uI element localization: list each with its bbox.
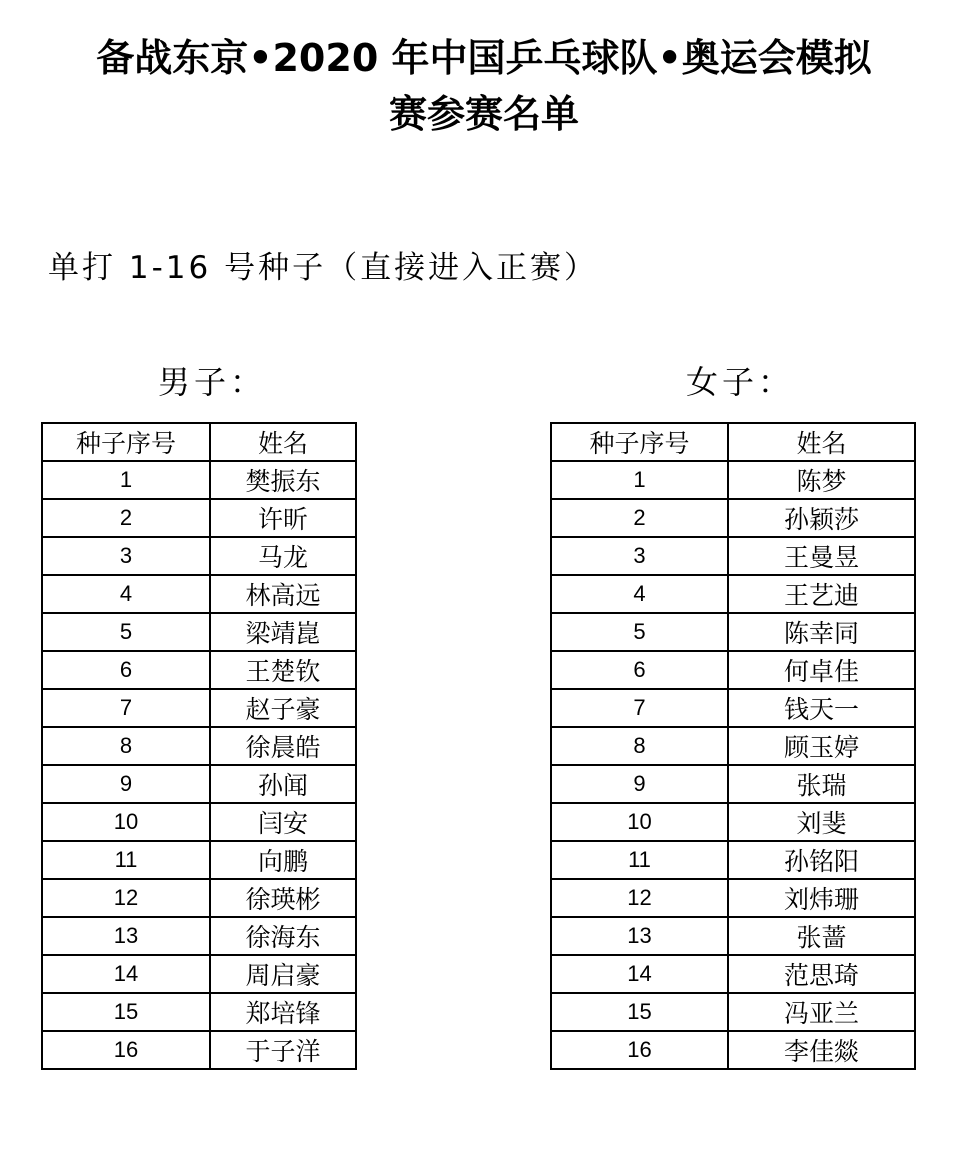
player-name-cell: 许昕 — [210, 499, 356, 537]
player-name-cell: 赵子豪 — [210, 689, 356, 727]
table-row — [42, 689, 356, 727]
table-row — [551, 461, 915, 499]
player-name-cell: 徐海东 — [210, 917, 356, 955]
seed-number-cell: 8 — [551, 727, 728, 765]
table-row — [42, 993, 356, 1031]
women-seed-table — [550, 422, 916, 1070]
table-row — [551, 841, 915, 879]
table-row — [42, 499, 356, 537]
seed-number-cell: 10 — [42, 803, 210, 841]
men-table-body — [42, 461, 356, 1069]
player-name-cell: 孙颖莎 — [728, 499, 915, 537]
seed-number-cell: 3 — [42, 537, 210, 575]
table-row — [42, 879, 356, 917]
table-row — [551, 1031, 915, 1069]
player-name-cell: 徐晨皓 — [210, 727, 356, 765]
table-row — [551, 917, 915, 955]
player-name-cell: 闫安 — [210, 803, 356, 841]
seed-number-cell: 4 — [551, 575, 728, 613]
name-column-header: 姓名 — [728, 423, 915, 461]
table-row — [551, 993, 915, 1031]
section-subtitle: 单打 1-16 号种子（直接进入正赛） — [48, 250, 599, 286]
document-title — [0, 30, 968, 142]
seed-number-cell: 12 — [551, 879, 728, 917]
seed-number-cell: 14 — [42, 955, 210, 993]
seed-number-cell: 15 — [42, 993, 210, 1031]
name-column-header: 姓名 — [210, 423, 356, 461]
seed-number-cell: 9 — [42, 765, 210, 803]
seed-number-cell: 1 — [551, 461, 728, 499]
table-row — [42, 575, 356, 613]
table-row — [551, 727, 915, 765]
seed-number-cell: 6 — [42, 651, 210, 689]
table-header-row — [551, 423, 915, 461]
seed-number-cell: 15 — [551, 993, 728, 1031]
men-section-label: 男子： — [158, 363, 267, 401]
table-row — [42, 537, 356, 575]
player-name-cell: 王艺迪 — [728, 575, 915, 613]
seed-number-cell: 2 — [551, 499, 728, 537]
seed-number-cell: 9 — [551, 765, 728, 803]
player-name-cell: 孙铭阳 — [728, 841, 915, 879]
table-row — [551, 879, 915, 917]
table-row — [42, 841, 356, 879]
player-name-cell: 张蔷 — [728, 917, 915, 955]
table-row — [551, 955, 915, 993]
player-name-cell: 郑培锋 — [210, 993, 356, 1031]
seed-number-cell: 3 — [551, 537, 728, 575]
table-row — [42, 803, 356, 841]
seed-number-cell: 7 — [551, 689, 728, 727]
table-row — [551, 803, 915, 841]
player-name-cell: 何卓佳 — [728, 651, 915, 689]
player-name-cell: 马龙 — [210, 537, 356, 575]
table-row — [42, 651, 356, 689]
player-name-cell: 刘炜珊 — [728, 879, 915, 917]
player-name-cell: 孙闻 — [210, 765, 356, 803]
seed-number-cell: 5 — [551, 613, 728, 651]
seed-number-cell: 8 — [42, 727, 210, 765]
women-section-label: 女子： — [686, 363, 795, 401]
table-row — [551, 689, 915, 727]
player-name-cell: 冯亚兰 — [728, 993, 915, 1031]
seed-number-cell: 7 — [42, 689, 210, 727]
seed-number-cell: 2 — [42, 499, 210, 537]
player-name-cell: 李佳燚 — [728, 1031, 915, 1069]
seed-number-cell: 4 — [42, 575, 210, 613]
player-name-cell: 林高远 — [210, 575, 356, 613]
player-name-cell: 陈幸同 — [728, 613, 915, 651]
seed-number-cell: 12 — [42, 879, 210, 917]
table-row — [42, 1031, 356, 1069]
table-row — [42, 955, 356, 993]
player-name-cell: 王曼昱 — [728, 537, 915, 575]
table-row — [42, 613, 356, 651]
table-row — [551, 537, 915, 575]
player-name-cell: 顾玉婷 — [728, 727, 915, 765]
table-row — [42, 765, 356, 803]
table-row — [42, 917, 356, 955]
seed-number-cell: 11 — [42, 841, 210, 879]
player-name-cell: 樊振东 — [210, 461, 356, 499]
seed-number-cell: 6 — [551, 651, 728, 689]
player-name-cell: 于子洋 — [210, 1031, 356, 1069]
seed-number-cell: 5 — [42, 613, 210, 651]
player-name-cell: 范思琦 — [728, 955, 915, 993]
table-row — [42, 461, 356, 499]
player-name-cell: 张瑞 — [728, 765, 915, 803]
table-row — [551, 613, 915, 651]
player-name-cell: 梁靖崑 — [210, 613, 356, 651]
player-name-cell: 王楚钦 — [210, 651, 356, 689]
seed-column-header: 种子序号 — [551, 423, 728, 461]
player-name-cell: 陈梦 — [728, 461, 915, 499]
men-seed-table — [41, 422, 357, 1070]
table-row — [551, 651, 915, 689]
seed-number-cell: 13 — [42, 917, 210, 955]
player-name-cell: 周启豪 — [210, 955, 356, 993]
seed-column-header: 种子序号 — [42, 423, 210, 461]
player-name-cell: 刘斐 — [728, 803, 915, 841]
player-name-cell: 向鹏 — [210, 841, 356, 879]
seed-number-cell: 11 — [551, 841, 728, 879]
seed-number-cell: 10 — [551, 803, 728, 841]
table-row — [42, 727, 356, 765]
women-table-body — [551, 461, 915, 1069]
seed-number-cell: 16 — [42, 1031, 210, 1069]
seed-number-cell: 13 — [551, 917, 728, 955]
seed-number-cell: 14 — [551, 955, 728, 993]
seed-number-cell: 16 — [551, 1031, 728, 1069]
player-name-cell: 钱天一 — [728, 689, 915, 727]
player-name-cell: 徐瑛彬 — [210, 879, 356, 917]
title-line-2: 赛参赛名单 — [388, 92, 579, 136]
table-row — [551, 765, 915, 803]
table-row — [551, 499, 915, 537]
table-header-row — [42, 423, 356, 461]
seed-number-cell: 1 — [42, 461, 210, 499]
title-line-1: 备战东京•2020 年中国乒乓球队•奥运会模拟 — [96, 36, 872, 80]
table-row — [551, 575, 915, 613]
